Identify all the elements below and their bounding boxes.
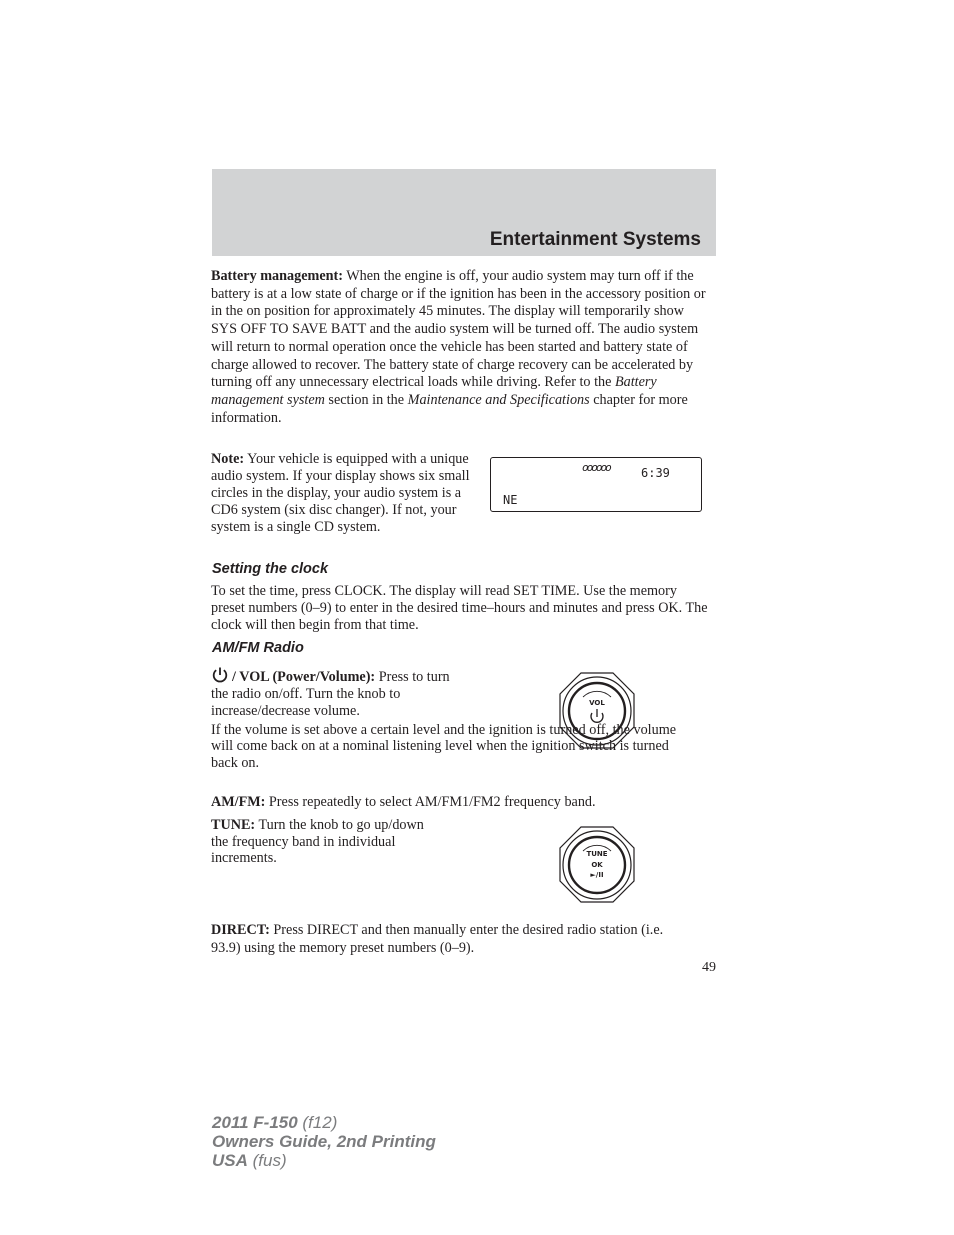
note-paragraph [211,451,471,536]
power-icon [211,666,229,684]
vol-label: / VOL (Power/Volume): [232,669,376,685]
volume-knob-label: VOL [589,699,605,707]
amfm-label: AM/FM: [211,794,266,810]
page-number: 49 [702,960,716,975]
tune-knob-illustration [556,824,638,906]
footer-line-1 [212,1113,436,1132]
clock-paragraph: To set the time, press CLOCK. The display will read SET TIME. Use the memory preset numbers (0–9) to enter in the desired time–hours and minutes and press OK. The clock will then begin from that time. [211,583,708,633]
footer-printing: Owners Guide, 2nd Printing [212,1132,436,1151]
footer-line-2 [212,1132,436,1151]
volume-knob-graphic [556,670,638,752]
battery-ref-1: Battery management system [211,374,657,408]
direct-label: DIRECT: [211,922,270,938]
footer-model: 2011 F-150 [212,1113,298,1132]
display-time: 6:39 [641,466,670,480]
footer-code: (f12) [297,1113,338,1132]
vol-text: Press to turn the radio on/off. Turn the knob to increase/decrease volume. [211,669,450,719]
section-title: Entertainment Systems [489,229,701,250]
play-pause-knob-label: ►/II [590,871,604,879]
document-footer [212,1113,436,1170]
clock-heading: Setting the clock [212,561,329,577]
radio-display-illustration [490,457,702,512]
amfm-heading: AM/FM Radio [212,640,304,656]
battery-label: Battery management: [211,268,343,284]
amfm-text: Press repeatedly to select AM/FM1/FM2 frequency band. [265,794,596,810]
battery-text-1: When the engine is off, your audio system may turn off if the battery is at a low state of charge or if the ignition has been in the accessory position or in the on position for approximately 45 minutes. The display will temporarily show SYS OFF TO SAVE BATT and the audio system will be turned off. The audio system will return to normal operation once the vehicle has been started and battery state of charge allowed to recover. The battery state of charge recovery can be accelerated by turning off any unnecessary electrical loads while driving. Refer to the [211,268,706,391]
amfm-paragraph [211,794,716,812]
footer-line-3 [212,1151,436,1170]
battery-text-3: chapter for more information. [211,391,688,426]
volume-knob-illustration [556,670,638,752]
note-text: Your vehicle is equipped with a unique audio system. If your display shows six small circles in the display, your audio system is a CD6 system (six disc changer). If not, your system is a single CD system. [211,451,470,535]
direct-paragraph [211,922,691,957]
vol-text-2: If the volume is set above a certain level and the ignition is turned off, the volume will come back on at a nominal listening level when the ignition switch is turned back on. [211,722,677,771]
disc-circles: oooooo [582,461,610,474]
battery-text-2: section in the [324,391,408,408]
battery-ref-2: Maintenance and Specifications [407,391,590,408]
tune-knob-label: TUNE [586,850,608,858]
note-label: Note: [211,451,245,467]
footer-region: USA [212,1151,248,1170]
footer-region-code: (fus) [247,1151,287,1170]
direct-text: Press DIRECT and then manually enter the desired radio station (i.e. 93.9) using the memory preset numbers (0–9). [211,922,664,956]
vol-paragraph [211,666,466,720]
display-heading: NE [503,493,518,507]
tune-text: Turn the knob to go up/down the frequency band in individual increments. [211,817,424,867]
tune-paragraph [211,817,439,867]
section-header [212,169,716,256]
tune-label: TUNE: [211,817,256,833]
ok-knob-label: OK [591,861,603,869]
battery-paragraph [211,268,711,427]
